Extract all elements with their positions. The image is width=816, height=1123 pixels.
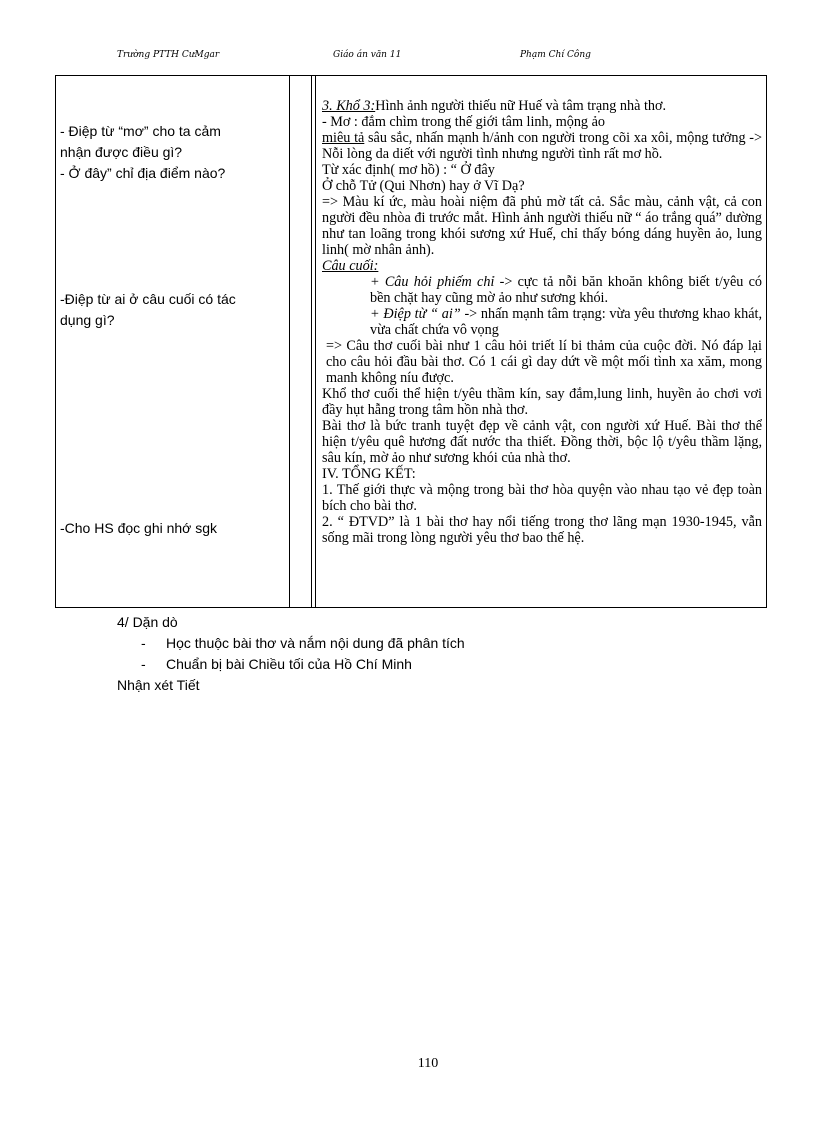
teacher-question-2: [60, 289, 288, 331]
last-verse-heading: Câu cuối:: [322, 258, 379, 274]
content-paragraph: => Màu kí ức, màu hoài niệm đã phủ mờ tất cả. Sắc màu, cảnh vật, cả con người đều nhòa đi trước mắt. Hình ảnh người thiếu nữ “ áo trắng quá” dường như tan loãng trong khói sương xứ Huế, chỉ thấy bóng dáng huyền ảo, lung linh( mờ nhân ảnh).: [322, 194, 762, 258]
lesson-table: [55, 75, 767, 608]
column-divider: [289, 76, 290, 607]
content-paragraph: Bài thơ là bức tranh tuyệt đẹp về cảnh vật, con người xứ Huế. Bài thơ thể hiện t/yêu quê hương đất nước tha thiết. Đồng thời, bộc lộ t/yêu thầm lặng, sâu kín, mờ ảo như sương khói của nhà thơ.: [322, 418, 762, 466]
stanza-title: Hình ảnh người thiếu nữ Huế và tâm trạng nhà thơ.: [375, 98, 667, 114]
question-text: -Điệp từ ai ở câu cuối có tác: [60, 291, 236, 307]
content-line: Ở chỗ Tử (Qui Nhơn) hay ở Vĩ Dạ?: [322, 178, 525, 194]
question-text: nhận được điều gì?: [60, 144, 183, 160]
bullet-dash: -: [141, 635, 146, 651]
content-paragraph: => Câu thơ cuối bài như 1 câu hỏi triết lí bi thảm của cuộc đời. Nó đáp lại cho câu hỏi đầu bài thơ. Có 1 cái gì day dứt về một mối tình xa xăm, mong manh không níu được.: [326, 338, 762, 386]
question-text: -Cho HS đọc ghi nhớ sgk: [60, 520, 218, 536]
page-number: 110: [417, 1056, 439, 1071]
stanza-label: 3. Khổ 3:: [322, 98, 376, 114]
underlined-term: miêu tả: [322, 130, 365, 146]
homework-item-text: Học thuộc bài thơ và nắm nội dung đã phân tích: [166, 635, 465, 651]
lesson-note: Nhận xét Tiết: [117, 677, 200, 693]
italic-term: + Câu hỏi phiếm chỉ: [370, 274, 495, 290]
homework-item-text: Chuẩn bị bài Chiều tối của Hồ Chí Minh: [166, 656, 412, 672]
header-author: Phạm Chí Công: [520, 50, 591, 60]
question-text: - Ở đây” chỉ địa điểm nào?: [60, 165, 226, 181]
summary-heading: IV. TỔNG KẾT:: [322, 466, 416, 482]
column-divider: [315, 76, 316, 607]
content-line: Từ xác định( mơ hồ) : “ Ở đây: [322, 162, 495, 178]
question-text: - Điệp từ “mơ” cho ta cảm: [60, 123, 221, 139]
bullet-dash: -: [141, 656, 146, 672]
homework-section: [117, 612, 717, 696]
content-line: [322, 306, 762, 338]
homework-title: 4/ Dặn dò: [117, 614, 178, 630]
content-line: [322, 130, 762, 162]
header-subject: Giáo án văn 11: [333, 50, 402, 60]
content-line: - Mơ : đắm chìm trong thế giới tâm linh, mộng ảo: [322, 114, 605, 130]
stanza-heading: [322, 98, 762, 114]
header-school: Trường PTTH CưMgar: [117, 50, 220, 60]
column-divider: [311, 76, 312, 607]
summary-point: 2. “ ĐTVD” là 1 bài thơ hay nổi tiếng trong thơ lãng mạn 1930-1945, vẫn sống mãi trong lòng người yêu thơ bao thế hệ.: [322, 514, 762, 546]
homework-item: [117, 633, 717, 654]
question-text: dụng gì?: [60, 312, 115, 328]
page-header: [0, 50, 816, 64]
content-text: sâu sắc, nhấn mạnh h/ảnh con người trong cõi xa xôi, mộng tưởng -> Nỗi lòng da diết với người tình nhưng người tình rất mơ hồ.: [322, 130, 762, 162]
content-text: -> nhấn mạnh tâm trạng: vừa yêu thương khao khát, vừa chất chứa vô vọng: [370, 306, 762, 338]
content-line: [322, 274, 762, 306]
summary-point: 1. Thế giới thực và mộng trong bài thơ hòa quyện vào nhau tạo vẻ đẹp toàn bích cho bài thơ.: [322, 482, 762, 514]
lesson-content: [322, 98, 762, 546]
homework-item: [117, 654, 717, 675]
italic-term: + Điệp từ “ ai”: [370, 306, 461, 322]
content-text: -> cực tả nỗi băn khoăn không biết t/yêu có bền chặt hay cũng mờ ảo như sương khói.: [370, 274, 762, 306]
teacher-question-3: [60, 518, 288, 539]
content-paragraph: Khổ thơ cuối thể hiện t/yêu thầm kín, say đắm,lung linh, huyền ảo chơi vơi đầy hụt hẫng trong tâm hồn nhà thơ.: [322, 386, 762, 418]
teacher-question-1: [60, 121, 288, 184]
